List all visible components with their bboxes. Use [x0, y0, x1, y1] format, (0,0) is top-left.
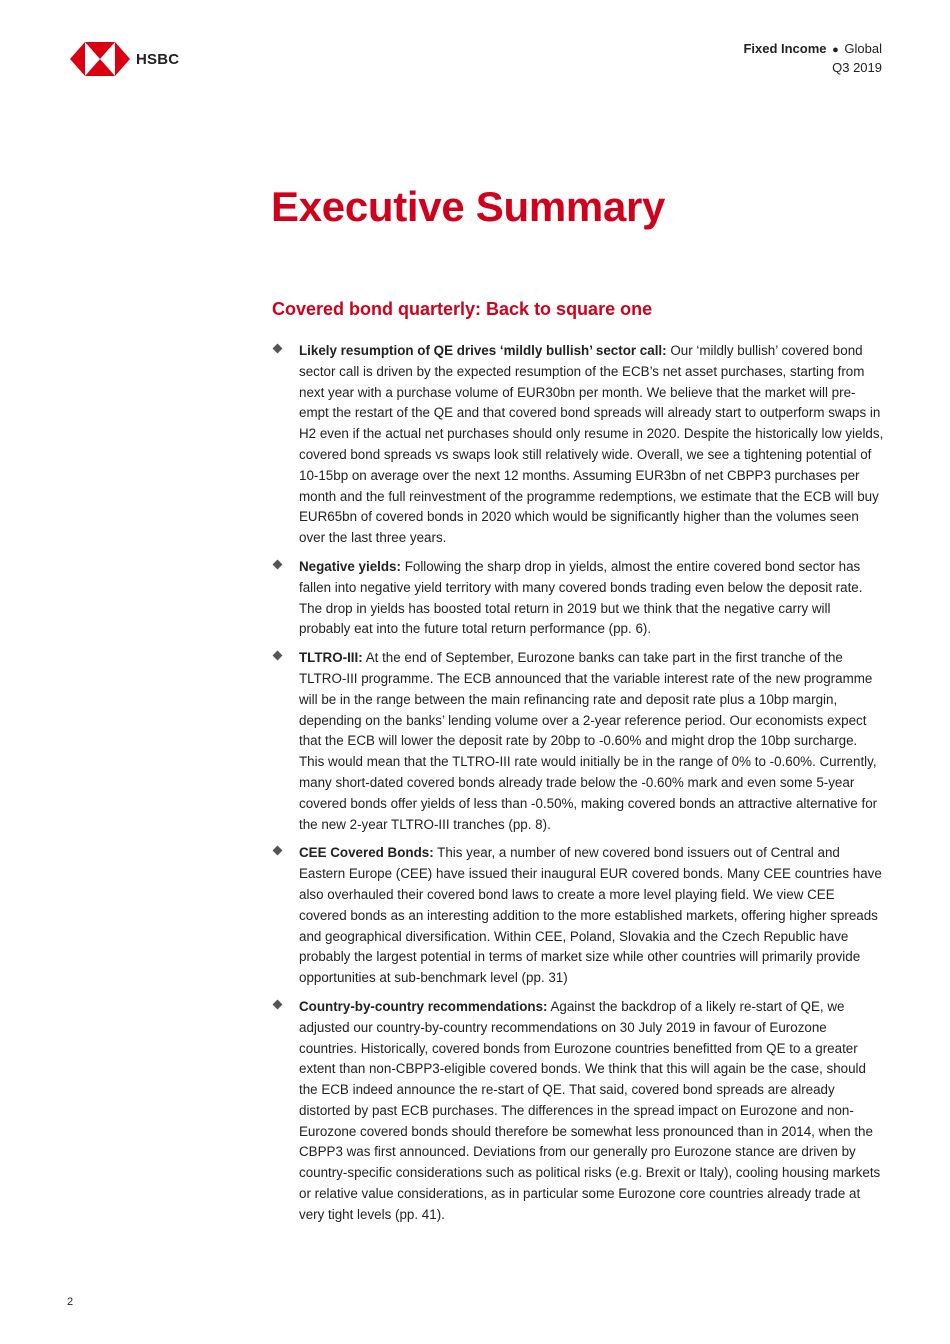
diamond-bullet-icon [273, 846, 283, 856]
bullet-item [272, 648, 884, 835]
bullet-item [272, 997, 884, 1226]
report-category: Fixed Income [743, 41, 827, 56]
bullet-item [272, 843, 884, 989]
section-subtitle: Covered bond quarterly: Back to square one [272, 299, 653, 319]
diamond-bullet-icon [273, 344, 283, 354]
report-header [743, 40, 882, 76]
page-title: Executive Summary [271, 183, 666, 230]
bullet-lead: TLTRO-III: [299, 650, 363, 666]
report-period: Q3 2019 [832, 60, 882, 75]
bullet-text: Following the sharp drop in yields, almost the entire covered bond sector has fallen into negative yield territory with many covered bonds trading even below the deposit rate. The drop in yields has boosted total return in 2019 but we think that the negative carry will probably eat into the future total return performance (pp. 6). [299, 558, 863, 637]
bullet-text: Our ‘mildly bullish’ covered bond sector call is driven by the expected resumption of the ECB’s net asset purchases, starting from next year with a purchase volume of EUR30bn per month. We believe that the market will pre-empt the restart of the QE and that covered bond spreads will already start to outperform swaps in H2 even if the actual net purchases should only resume in 2020. Despite the historically low yields, covered bond spreads vs swaps look still relatively wide. Overall, we see a tightening potential of 10-15bp on average over the next 12 months. Assuming EUR3bn of net CBPP3 purchases per month and the full reinvestment of the programme redemptions, we estimate that the ECB will buy EUR65bn of covered bonds in 2020 which would be significantly higher than the volumes seen over the last three years. [299, 343, 884, 546]
diamond-bullet-icon [273, 651, 283, 661]
bullet-lead: Likely resumption of QE drives ‘mildly bullish’ sector call: [299, 343, 667, 358]
brand-name: HSBC [136, 50, 180, 68]
bullet-text: This year, a number of new covered bond issuers out of Central and Eastern Europe (CEE) have issued their inaugural EUR covered bonds. Many CEE countries have also overhauled their covered bond laws to create a more level playing field. We view CEE covered bonds as an interesting addition to the more established markets, offering higher spreads and geographical diversification. Within CEE, Poland, Slovakia and the Czech Republic have probably the largest potential in terms of market size while other countries will primarily provide opportunities at sub-benchmark level (pp. 31) [299, 845, 882, 986]
bullet-item [272, 557, 884, 640]
bullet-text: At the end of September, Eurozone banks can take part in the first tranche of the TLTRO-III programme. The ECB announced that the variable interest rate of the new programme will be in the range between the main refinancing rate and deposit rate plus a 10bp margin, depending on the banks’ lending volume over a 2-year reference period. Our economists expect that the ECB will lower the deposit rate by 20bp to -0.60% and might drop the 10bp surcharge. This would mean that the TLTRO-III rate would initially be in the range of 0% to -0.60%. Currently, many short-dated covered bonds already trade below the -0.60% mark and even some 5-year covered bonds offer yields of less than -0.50%, making covered bonds an attractive alternative for the new 2-year TLTRO-III tranches (pp. 8). [299, 650, 878, 832]
hsbc-logo [70, 42, 220, 76]
report-region: Global [844, 41, 882, 56]
bullet-item [272, 341, 884, 549]
page-number: 2 [67, 1296, 74, 1308]
bullet-lead: CEE Covered Bonds: [299, 845, 434, 861]
bullet-lead: Negative yields: [299, 558, 401, 574]
diamond-bullet-icon [273, 999, 283, 1009]
hsbc-hexagon-icon [70, 42, 130, 76]
bullet-text: Against the backdrop of a likely re-start of QE, we adjusted our country-by-country recommendations on 30 July 2019 in favour of Eurozone countries. Historically, covered bonds from Eurozone countries benefitted from QE to a greater extent than non-CBPP3-eligible covered bonds. We think that this will again be the case, should the ECB indeed announce the re-start of QE. That said, covered bond spreads are already distorted by past ECB purchases. The differences in the spread impact on Eurozone and non-Eurozone covered bonds should therefore be somewhat less pronounced than in 2014, when the CBPP3 was first announced. Deviations from our generally pro Eurozone stance are driven by country-specific considerations such as political risks (e.g. Brexit or Italy), cooling housing markets or relative value considerations, as in particular some Eurozone core countries already trade at very tight levels (pp. 41). [299, 998, 881, 1222]
diamond-bullet-icon [273, 560, 283, 570]
bullet-lead: Country-by-country recommendations: [299, 998, 548, 1014]
separator-dot-icon: ● [832, 44, 839, 56]
summary-bullet-list [272, 341, 884, 1234]
